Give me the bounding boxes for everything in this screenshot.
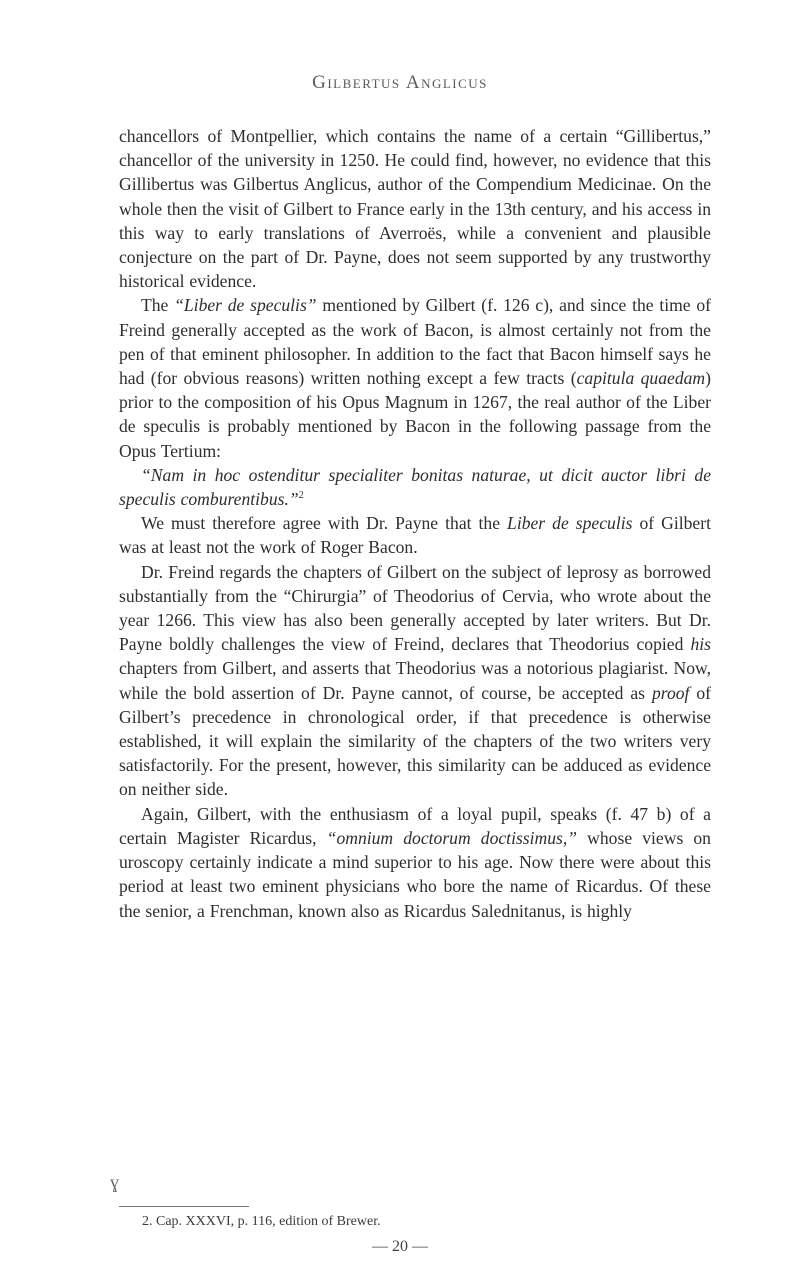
italic-phrase: capitula quaedam <box>576 368 706 389</box>
paragraph-3 <box>119 511 711 559</box>
footnote-marker: 2 <box>298 490 304 502</box>
footnote-rule <box>119 1206 249 1207</box>
text-run: of Gilbert was at least not the work of Roger Bacon. <box>119 513 711 558</box>
text-run: Again, Gilbert, with the enthusiasm of a loyal pupil, speaks (f. 47 b) of a certain Magister Ricardus, <box>119 803 711 848</box>
latin-quote <box>119 463 711 511</box>
text-run: chapters from Gilbert, and asserts that Theodorius was a notorious plagiarist. Now, while the bold assertion of Dr. Payne cannot, of course, be accepted as <box>119 658 711 703</box>
margin-mark: ɣ <box>110 1172 119 1192</box>
italic-title: Liber de speculis <box>507 513 633 534</box>
running-head: Gilbertus Anglicus <box>312 72 488 93</box>
italic-quote: “Nam in hoc ostenditur specialiter bonitas naturae, ut dicit auctor libri de speculis comburentibus.” <box>119 464 711 510</box>
italic-word: his <box>690 634 711 655</box>
text-run: mentioned by Gilbert (f. 126 c), and since the time of Freind generally accepted as the work of Bacon, is almost certainly not from the pen of that eminent philosopher. In addition to the fact that Bacon himself says he had (for obvious reasons) written nothing except a few tracts ( <box>119 295 712 389</box>
italic-title: “Liber de speculis” <box>174 295 317 316</box>
page-number: — 20 — <box>372 1238 428 1255</box>
paragraph-2 <box>119 293 711 462</box>
text-run: The <box>141 295 175 316</box>
text-run: Dr. Freind regards the chapters of Gilbert on the subject of leprosy as borrowed substantially from the “Chirurgia” of Theodorius of Cervia, who wrote about the year 1266. This view has also been generally accepted by later writers. But Dr. Payne boldly challenges the view of Freind, declares that Theodorius copied <box>119 561 711 655</box>
text-run: ) prior to the composition of his Opus Magnum in 1267, the real author of the Liber de speculis is probably mentioned by Bacon in the following passage from the Opus Tertium: <box>119 368 711 461</box>
paragraph-4 <box>119 560 711 802</box>
footnote: 2. Cap. XXXVI, p. 116, edition of Brewer. <box>142 1214 381 1229</box>
paragraph-1: chancellors of Montpellier, which contains the name of a certain “Gillibertus,” chancellor of the university in 1250. He could find, however, no evidence that this Gillibertus was Gilbertus Anglicus, author of the Compendium Medicinae. On the whole then the visit of Gilbert to France early in the 13th century, and his access in this way to early translations of Averroës, while a convenient and plausible conjecture on the part of Dr. Payne, does not seem supported by any trustworthy historical evidence. <box>119 126 711 292</box>
body-text <box>119 124 711 923</box>
text-run: We must therefore agree with Dr. Payne that the <box>141 513 508 534</box>
italic-quote: “omnium doctorum doctissimus,” <box>326 827 578 848</box>
paragraph-5 <box>119 802 711 923</box>
text-run: whose views on uroscopy certainly indicate a mind superior to his age. Now there were about this period at least two eminent physicians who bore the name of Ricardus. Of these the senior, a Frenchman, known also as Ricardus Salednitanus, is highly <box>119 827 711 921</box>
italic-word: proof <box>651 682 690 703</box>
text-run: of Gilbert’s precedence in chronological order, if that precedence is otherwise established, it will explain the similarity of the chapters of the two writers very satisfactorily. For the present, however, this similarity can be adduced as evidence on neither side. <box>119 682 712 800</box>
